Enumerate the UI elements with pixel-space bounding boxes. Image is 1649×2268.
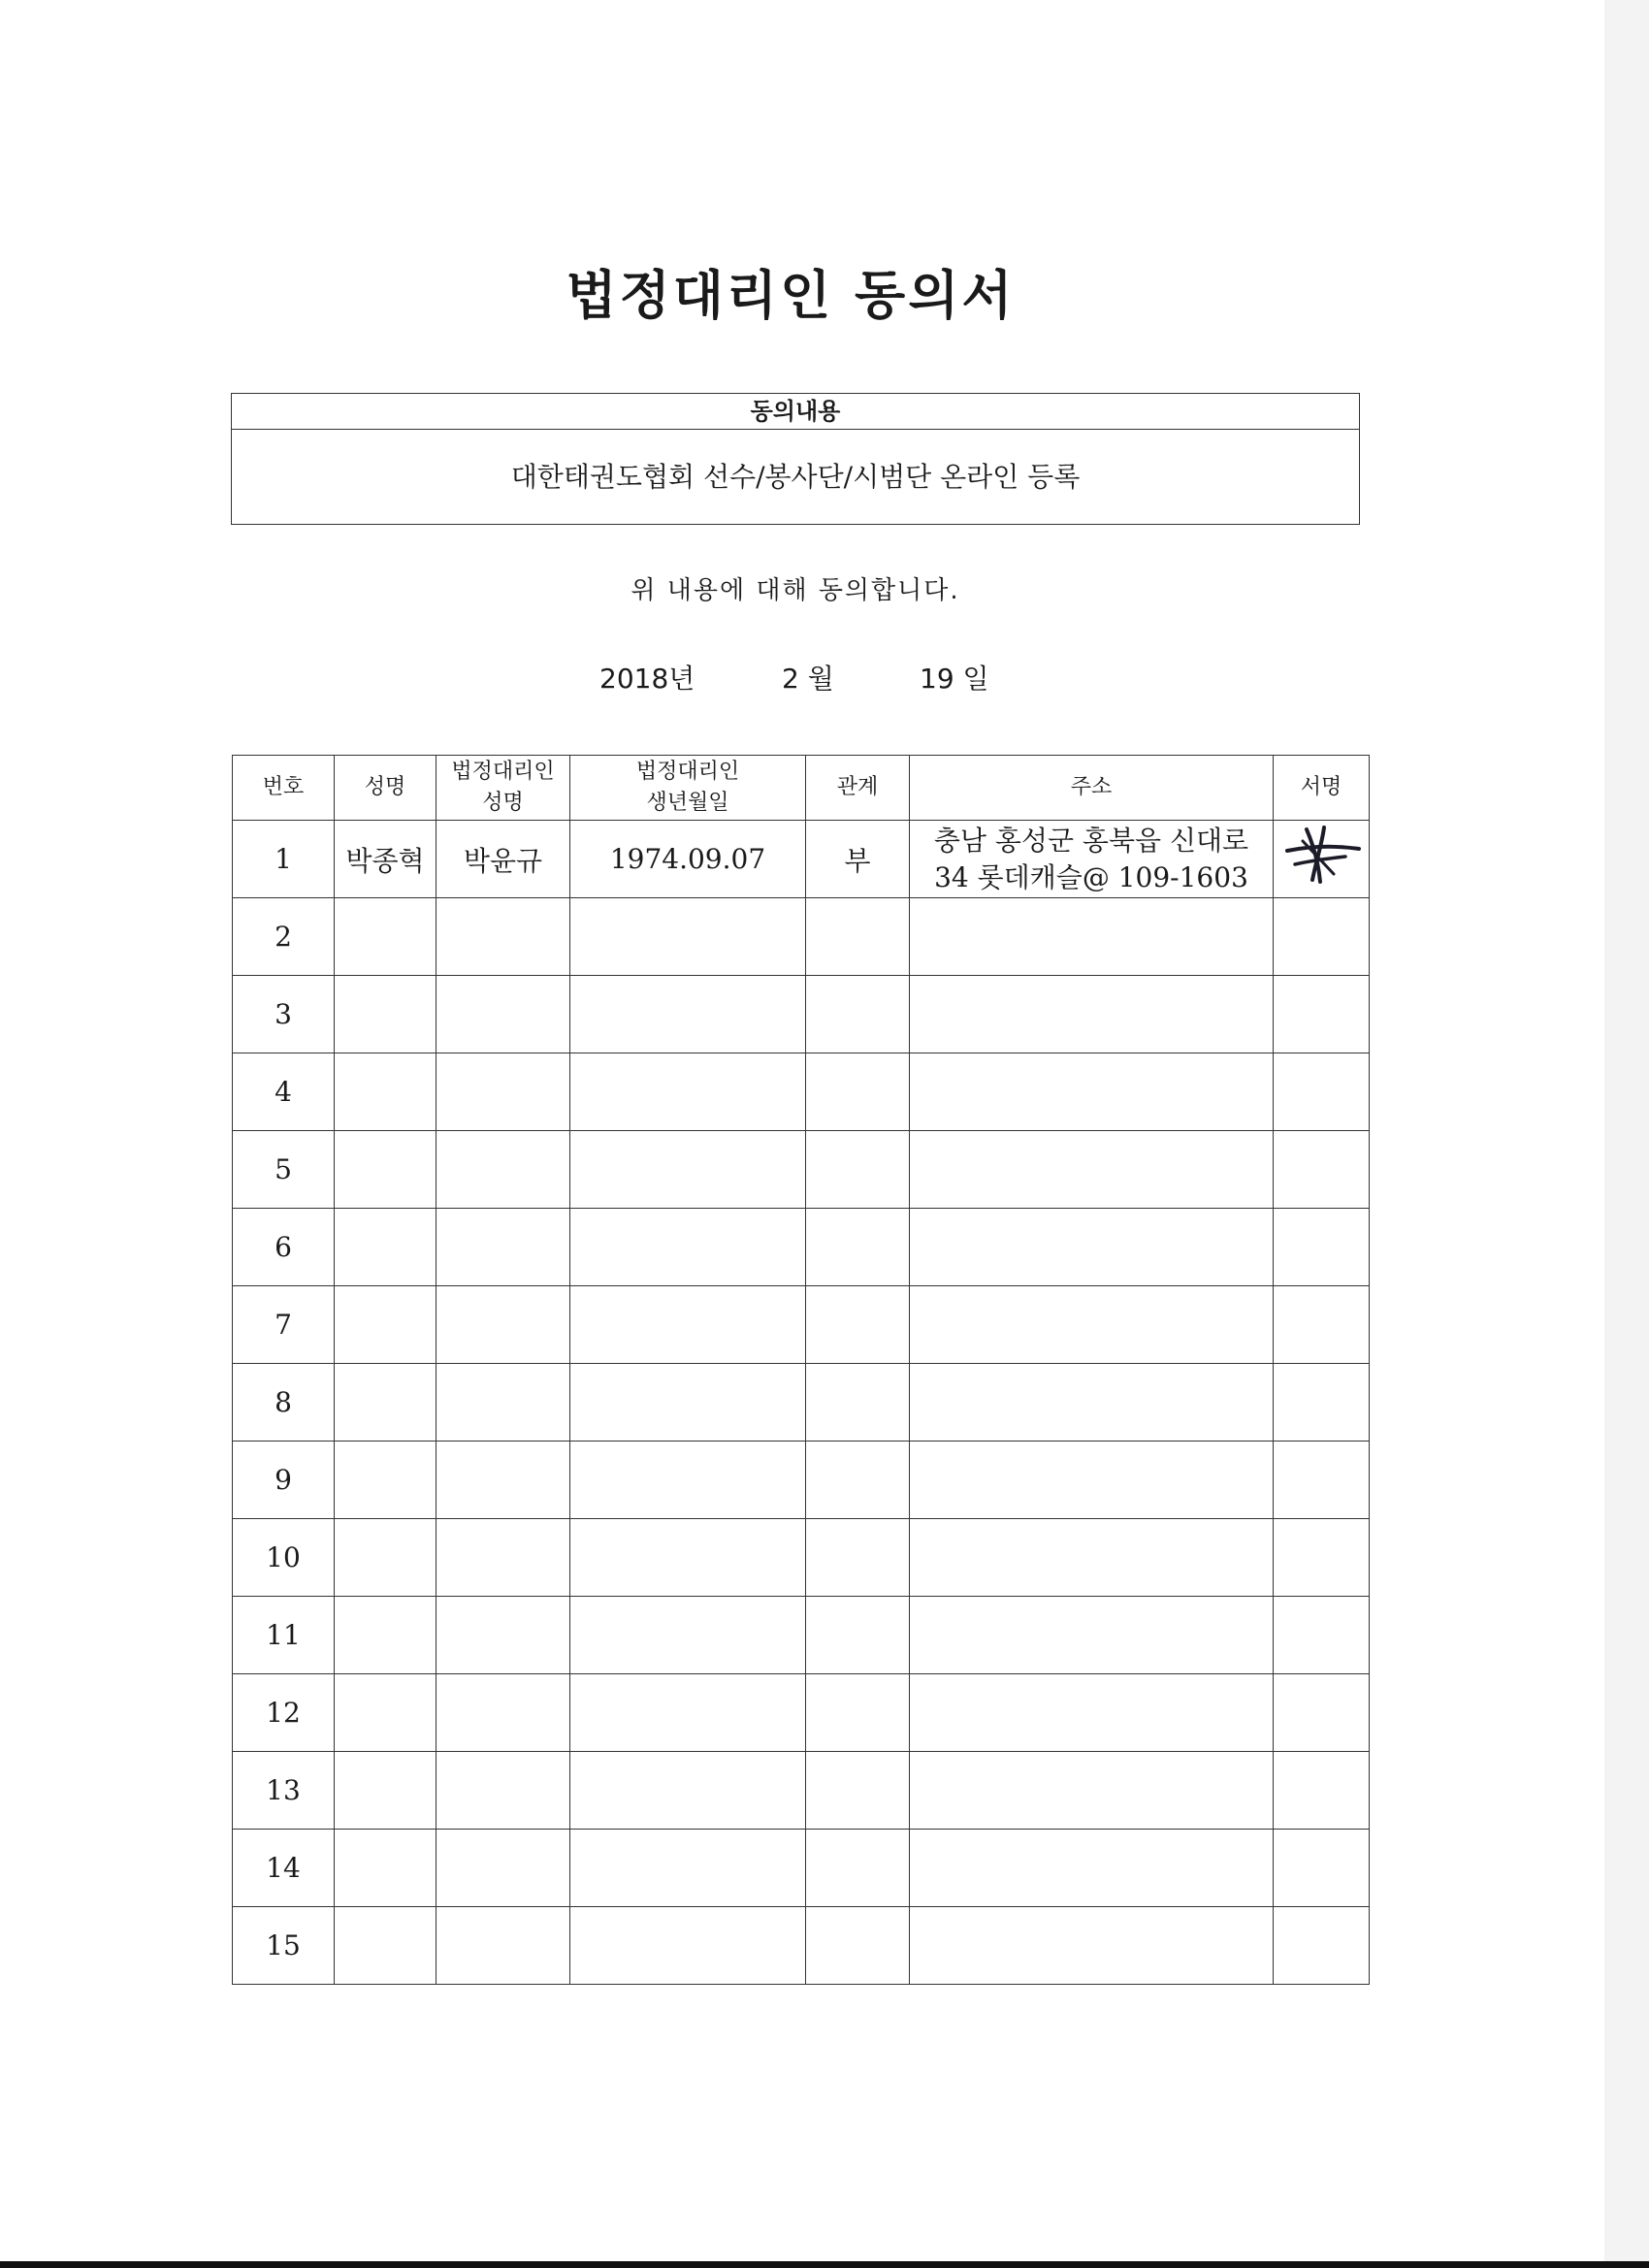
cell-guardian-birth [570, 1519, 806, 1597]
table-row [233, 1907, 1370, 1985]
cell-no: 7 [233, 1286, 335, 1364]
cell-relation [806, 1597, 910, 1674]
cell-address [910, 1519, 1274, 1597]
table-row [233, 976, 1370, 1053]
cell-guardian-birth [570, 1830, 806, 1907]
table-row [233, 1209, 1370, 1286]
cell-relation [806, 1519, 910, 1597]
cell-address [910, 1053, 1274, 1131]
table-row [233, 1286, 1370, 1364]
cell-no: 3 [233, 976, 335, 1053]
cell-signature [1274, 1830, 1370, 1907]
header-guardian-name-line2: 성명 [482, 791, 524, 815]
date-year: 2018년 [599, 663, 695, 695]
cell-address [910, 976, 1274, 1053]
cell-guardian-name [436, 1597, 570, 1674]
header-guardian-birth-line1: 법정대리인 [635, 760, 740, 784]
table-row [233, 1752, 1370, 1830]
cell-guardian-birth [570, 1597, 806, 1674]
date-month: 2 월 [782, 663, 834, 695]
cell-relation [806, 1752, 910, 1830]
table-row [233, 1053, 1370, 1131]
cell-relation [806, 976, 910, 1053]
cell-signature [1274, 1442, 1370, 1519]
cell-guardian-birth [570, 1674, 806, 1752]
header-signature: 서명 [1274, 756, 1370, 821]
cell-relation [806, 1364, 910, 1442]
consent-content: 대한태권도협회 선수/봉사단/시범단 온라인 등록 [510, 461, 1081, 493]
cell-name [335, 1131, 436, 1209]
cell-guardian-name [436, 898, 570, 976]
cell-relation: 부 [806, 821, 910, 898]
cell-guardian-birth [570, 1209, 806, 1286]
cell-relation [806, 1674, 910, 1752]
cell-guardian-name [436, 1907, 570, 1985]
cell-relation [806, 1053, 910, 1131]
table-row [233, 821, 1370, 898]
cell-signature [1274, 1131, 1370, 1209]
cell-name: 박종혁 [335, 821, 436, 898]
cell-name [335, 1597, 436, 1674]
guardian-table [232, 755, 1370, 1985]
cell-relation [806, 1907, 910, 1985]
cell-signature [1274, 1597, 1370, 1674]
header-guardian-birth [570, 756, 806, 821]
table-header-row [233, 756, 1370, 821]
header-guardian-birth-line2: 생년월일 [646, 791, 729, 815]
cell-address [910, 1597, 1274, 1674]
cell-no: 12 [233, 1674, 335, 1752]
consent-content-box [231, 393, 1360, 525]
cell-address [910, 1364, 1274, 1442]
cell-no: 15 [233, 1907, 335, 1985]
cell-name [335, 1286, 436, 1364]
cell-guardian-birth [570, 1364, 806, 1442]
cell-address [910, 1442, 1274, 1519]
table-row [233, 1364, 1370, 1442]
cell-guardian-name [436, 1752, 570, 1830]
cell-address [910, 1752, 1274, 1830]
cell-guardian-name: 박윤규 [436, 821, 570, 898]
cell-address [910, 1674, 1274, 1752]
cell-guardian-birth [570, 898, 806, 976]
cell-no: 14 [233, 1830, 335, 1907]
table-row [233, 1830, 1370, 1907]
cell-guardian-birth [570, 1131, 806, 1209]
cell-signature [1274, 1752, 1370, 1830]
cell-signature [1274, 821, 1370, 898]
cell-signature [1274, 1674, 1370, 1752]
cell-guardian-name [436, 1674, 570, 1752]
header-no: 번호 [233, 756, 335, 821]
cell-relation [806, 898, 910, 976]
cell-guardian-name [436, 1519, 570, 1597]
cell-guardian-name [436, 1364, 570, 1442]
cell-name [335, 1442, 436, 1519]
cell-address [910, 1131, 1274, 1209]
cell-signature [1274, 1053, 1370, 1131]
cell-relation [806, 1830, 910, 1907]
cell-name [335, 1830, 436, 1907]
cell-relation [806, 1286, 910, 1364]
cell-no: 9 [233, 1442, 335, 1519]
cell-name [335, 1752, 436, 1830]
date-day: 19 일 [920, 663, 989, 695]
cell-guardian-birth [570, 1907, 806, 1985]
table-row [233, 1131, 1370, 1209]
table-row [233, 1674, 1370, 1752]
header-guardian-name [436, 756, 570, 821]
cell-signature [1274, 1907, 1370, 1985]
scan-edge-right [1604, 0, 1649, 2268]
cell-name [335, 898, 436, 976]
handwritten-signature [1277, 822, 1365, 890]
cell-signature [1274, 1364, 1370, 1442]
table-row [233, 1442, 1370, 1519]
cell-relation [806, 1209, 910, 1286]
cell-no: 1 [233, 821, 335, 898]
cell-guardian-name [436, 1442, 570, 1519]
cell-address [910, 898, 1274, 976]
consent-header: 동의내용 [232, 394, 1359, 430]
table-row [233, 1597, 1370, 1674]
address-line1: 충남 홍성군 홍북읍 신대로 [933, 824, 1249, 857]
cell-no: 2 [233, 898, 335, 976]
header-name: 성명 [335, 756, 436, 821]
cell-no: 5 [233, 1131, 335, 1209]
cell-guardian-name [436, 1053, 570, 1131]
cell-guardian-name [436, 1209, 570, 1286]
cell-name [335, 1053, 436, 1131]
cell-guardian-name [436, 976, 570, 1053]
cell-guardian-name [436, 1131, 570, 1209]
cell-no: 6 [233, 1209, 335, 1286]
cell-signature [1274, 976, 1370, 1053]
cell-no: 13 [233, 1752, 335, 1830]
cell-guardian-birth [570, 976, 806, 1053]
cell-address [910, 821, 1274, 898]
cell-guardian-birth [570, 1752, 806, 1830]
cell-name [335, 1209, 436, 1286]
cell-no: 11 [233, 1597, 335, 1674]
cell-address [910, 1830, 1274, 1907]
table-row [233, 1519, 1370, 1597]
cell-address [910, 1286, 1274, 1364]
agreement-statement: 위 내용에 대해 동의합니다. [630, 576, 960, 605]
cell-guardian-birth [570, 1442, 806, 1519]
cell-relation [806, 1442, 910, 1519]
cell-name [335, 1674, 436, 1752]
header-address: 주소 [910, 756, 1274, 821]
cell-name [335, 1364, 436, 1442]
scan-edge-bottom [0, 2261, 1649, 2268]
header-relation: 관계 [806, 756, 910, 821]
cell-name [335, 976, 436, 1053]
header-guardian-name-line1: 법정대리인 [451, 760, 555, 784]
cell-no: 8 [233, 1364, 335, 1442]
cell-signature [1274, 898, 1370, 976]
cell-signature [1274, 1519, 1370, 1597]
cell-guardian-birth [570, 1053, 806, 1131]
cell-signature [1274, 1286, 1370, 1364]
document-title: 법정대리인 동의서 [566, 265, 1016, 326]
cell-address [910, 1907, 1274, 1985]
cell-guardian-birth [570, 1286, 806, 1364]
cell-guardian-birth: 1974.09.07 [570, 821, 806, 898]
address-line2: 34 롯데캐슬@ 109-1603 [934, 860, 1248, 893]
table-row [233, 898, 1370, 976]
cell-name [335, 1519, 436, 1597]
cell-guardian-name [436, 1286, 570, 1364]
cell-address [910, 1209, 1274, 1286]
cell-relation [806, 1131, 910, 1209]
cell-no: 10 [233, 1519, 335, 1597]
cell-signature [1274, 1209, 1370, 1286]
cell-guardian-name [436, 1830, 570, 1907]
cell-name [335, 1907, 436, 1985]
cell-no: 4 [233, 1053, 335, 1131]
